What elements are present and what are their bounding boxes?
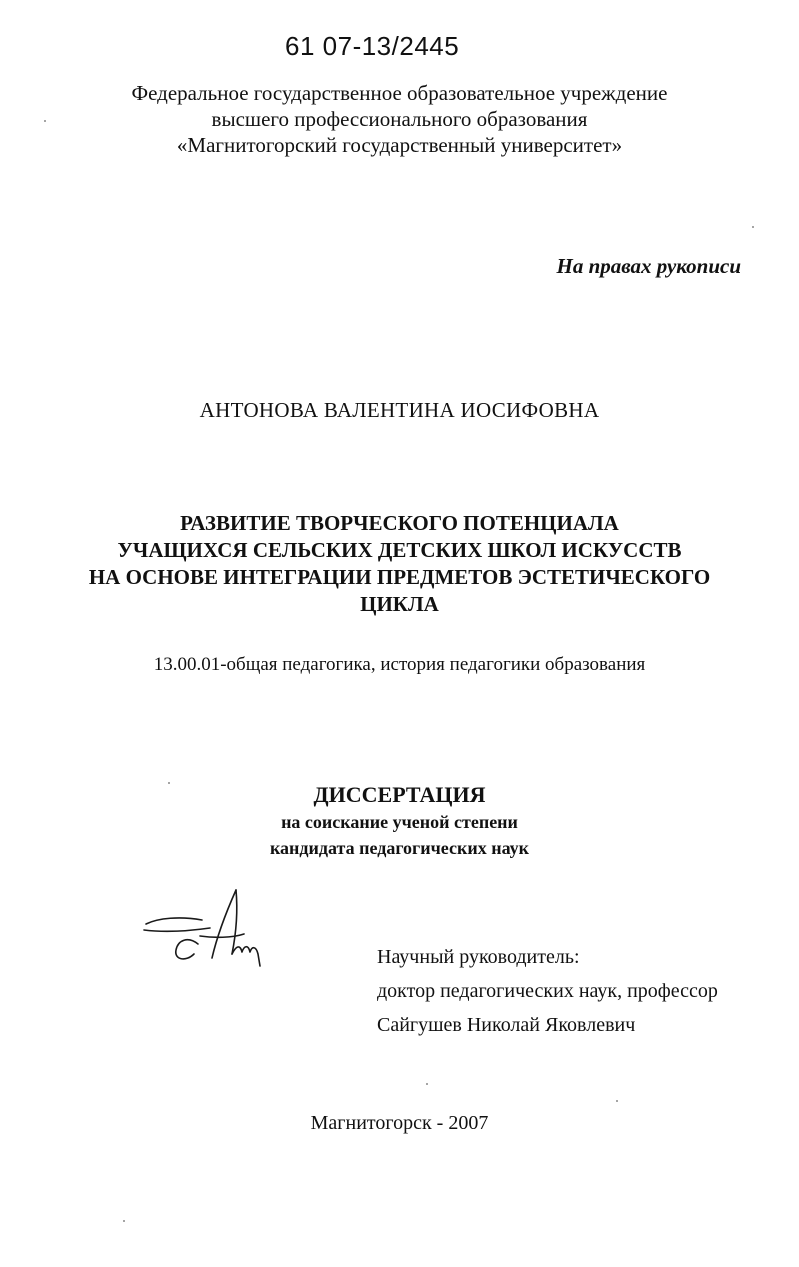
dissertation-title xyxy=(0,510,799,618)
scan-speck xyxy=(616,1100,618,1102)
title-line-3: НА ОСНОВЕ ИНТЕГРАЦИИ ПРЕДМЕТОВ ЭСТЕТИЧЕСКОГО xyxy=(88,565,711,589)
institution-line-3: «Магнитогорский государственный университет» xyxy=(176,133,623,157)
title-line-4: ЦИКЛА xyxy=(360,592,439,616)
specialty-code: 13.00.01-общая педагогика, история педагогики образования xyxy=(153,654,646,675)
scan-speck xyxy=(752,226,754,228)
scan-speck xyxy=(426,1083,428,1085)
supervisor-degree: доктор педагогических наук, профессор xyxy=(377,980,718,1002)
author-name: АНТОНОВА ВАЛЕНТИНА ИОСИФОВНА xyxy=(199,398,600,422)
institution-line-1: Федеральное государственное образовательное учреждение xyxy=(131,81,668,105)
dissertation-heading: ДИССЕРТАЦИЯ xyxy=(313,782,486,807)
manuscript-note: На правах рукописи xyxy=(556,254,741,278)
supervisor-block xyxy=(377,940,718,1042)
scan-speck xyxy=(168,782,170,784)
scan-speck xyxy=(123,1220,125,1222)
institution-line-2: высшего профессионального образования xyxy=(211,107,588,131)
scan-speck xyxy=(44,120,46,122)
supervisor-name: Сайгушев Николай Яковлевич xyxy=(377,1014,636,1036)
registration-number: 61 07-13/2445 xyxy=(285,31,460,61)
institution-block xyxy=(0,80,799,158)
degree-line-2: кандидата педагогических наук xyxy=(269,838,530,858)
city-year: Магнитогорск - 2007 xyxy=(310,1112,489,1134)
title-line-2: УЧАЩИХСЯ СЕЛЬСКИХ ДЕТСКИХ ШКОЛ ИСКУССТВ xyxy=(117,538,682,562)
handwritten-signature-icon xyxy=(140,888,265,970)
degree-line-1: на соискание ученой степени xyxy=(281,812,518,832)
degree-block xyxy=(0,809,799,861)
supervisor-label: Научный руководитель: xyxy=(377,946,580,968)
title-line-1: РАЗВИТИЕ ТВОРЧЕСКОГО ПОТЕНЦИАЛА xyxy=(180,511,619,535)
